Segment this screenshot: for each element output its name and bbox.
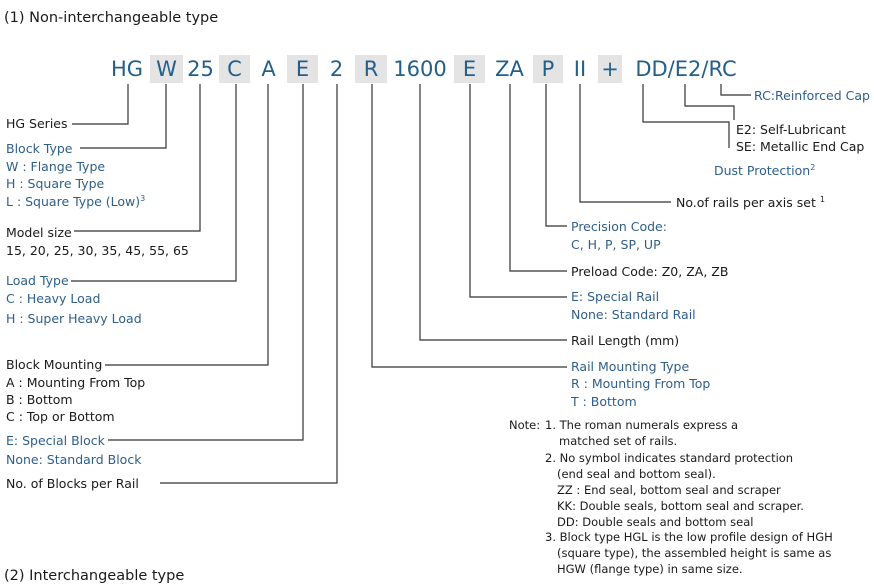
label-block-mounting: Block Mounting	[6, 357, 103, 372]
line-rail-length	[420, 84, 567, 340]
label-block-w: W : Flange Type	[6, 159, 106, 174]
label-special-block: E: Special Block	[6, 433, 105, 448]
label-standard-block: None: Standard Block	[6, 452, 142, 467]
label-dust-protection: Dust Protection$^2$	[714, 162, 816, 178]
code-dd-e2-rc: DD/E2/RC	[635, 57, 737, 81]
label-mount-c: C : Top or Bottom	[6, 409, 115, 424]
line-precision	[546, 84, 567, 226]
label-rail-mount-r: R : Mounting From Top	[571, 376, 711, 391]
label-block-type: Block Type	[6, 141, 73, 156]
note-2b: (end seal and bottom seal).	[557, 467, 716, 481]
code-c: C	[219, 55, 250, 83]
code-w: W	[150, 55, 183, 83]
label-standard-rail: None: Standard Rail	[571, 307, 696, 322]
label-rc: RC:Reinforced Cap	[754, 88, 870, 103]
line-block-type	[80, 84, 166, 148]
note-1a: 1. The roman numerals express a	[545, 418, 739, 432]
note-2e: DD: Double seals and bottom seal	[557, 515, 754, 529]
line-rails-per-axis	[580, 84, 671, 202]
code-za: ZA	[495, 57, 524, 81]
label-block-l: L : Square Type (Low)$^3$	[6, 193, 146, 209]
code-p: P	[533, 55, 563, 83]
label-rail-mount-t: T : Bottom	[571, 394, 637, 409]
line-special-rail	[470, 84, 567, 297]
code-25: 25	[187, 57, 214, 81]
label-model-size: Model size	[6, 225, 72, 240]
line-rc	[721, 84, 751, 95]
label-model-sizes: 15, 20, 25, 30, 35, 45, 55, 65	[6, 243, 189, 258]
code-e-rail: E	[454, 55, 485, 83]
label-rail-mounting-type: Rail Mounting Type	[571, 359, 690, 374]
line-dust-protection	[643, 84, 729, 148]
code-r: R	[355, 55, 387, 83]
code-2: 2	[329, 57, 344, 81]
code-e-block: E	[287, 55, 318, 83]
note-3b: (square type), the assembled height is same as	[557, 546, 832, 560]
note-3c: HGW (flange type) in same size.	[557, 562, 743, 576]
code-hg: HG	[110, 57, 144, 81]
label-e2: E2: Self-Lubricant	[736, 122, 846, 137]
line-e2	[685, 84, 734, 120]
note-2a: 2. No symbol indicates standard protection	[545, 451, 794, 465]
label-load-h: H : Super Heavy Load	[6, 311, 142, 326]
label-blocks-per-rail: No. of Blocks per Rail	[6, 476, 139, 491]
label-rail-length: Rail Length (mm)	[571, 333, 680, 348]
label-rails-per-axis: No.of rails per axis set $^1$	[676, 194, 825, 210]
line-preload	[510, 84, 567, 271]
label-hg-series: HG Series	[6, 116, 68, 131]
note-2d: KK: Double seals, bottom seal and scraper.	[557, 499, 804, 513]
note-2c: ZZ : End seal, bottom seal and scraper	[557, 483, 781, 497]
label-preload-code: Preload Code: Z0, ZA, ZB	[571, 264, 729, 279]
label-load-type: Load Type	[6, 273, 69, 288]
code-a: A	[261, 57, 276, 81]
label-special-rail: E: Special Rail	[571, 289, 660, 304]
label-precision-values: C, H, P, SP, UP	[571, 237, 661, 252]
label-se: SE: Metallic End Cap	[736, 139, 865, 154]
line-hg	[72, 84, 128, 124]
code-ii: II	[573, 57, 587, 81]
note-1b: matched set of rails.	[559, 434, 678, 448]
code-1600: 1600	[393, 57, 447, 81]
label-load-c: C : Heavy Load	[6, 291, 101, 306]
label-block-h: H : Square Type	[6, 176, 105, 191]
label-precision-code: Precision Code:	[571, 219, 667, 234]
code-plus: +	[598, 55, 622, 83]
label-mount-b: B : Bottom	[6, 392, 73, 407]
section-title-interchangeable: (2) Interchangeable type	[4, 568, 185, 584]
section-title-non-interchangeable: (1) Non-interchangeable type	[4, 10, 219, 26]
label-mount-a: A : Mounting From Top	[6, 375, 146, 390]
note-3a: 3. Block type HGL is the low profile design of HGH	[545, 530, 833, 544]
note-label: Note:	[509, 418, 541, 432]
line-blocks-per-rail	[160, 84, 337, 483]
